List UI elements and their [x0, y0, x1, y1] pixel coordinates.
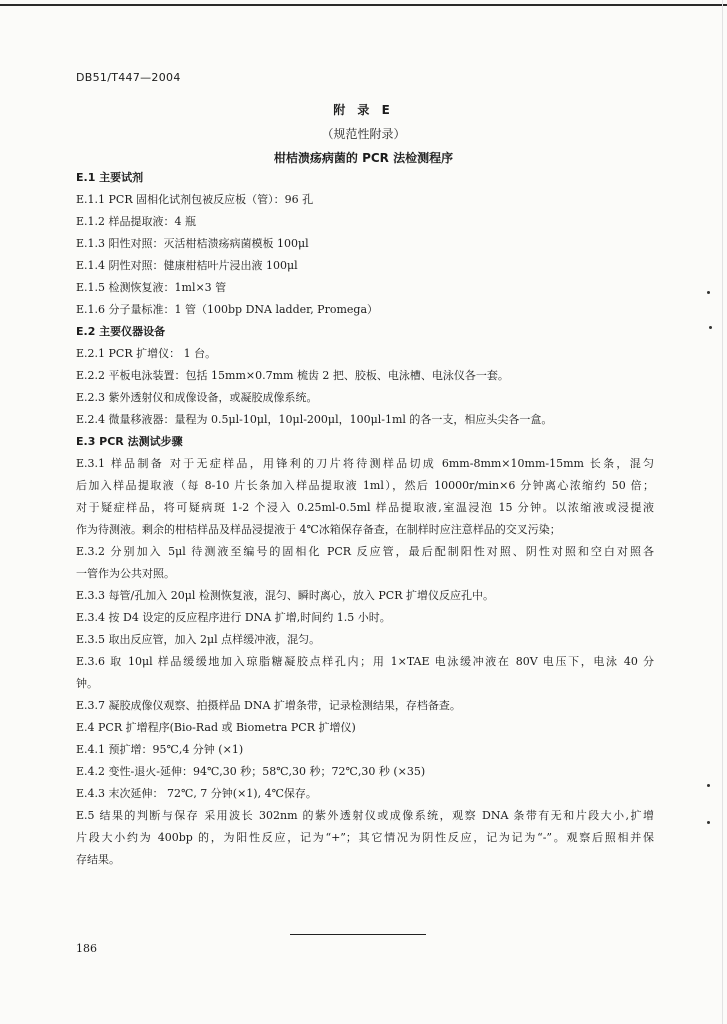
appendix-subtitle: （规范性附录）	[321, 127, 406, 141]
body-line: 存结果。	[76, 853, 120, 866]
body-line: E.1.3 阳性对照：灭活柑桔溃疡病菌模板 100μl	[76, 237, 309, 250]
body-line: 钟。	[76, 677, 98, 690]
section-heading: E.3 PCR 法测试步骤	[76, 435, 183, 448]
body-line: E.4 PCR 扩增程序(Bio-Rad 或 Biometra PCR 扩增仪)	[76, 721, 356, 734]
body-line: E.2.4 微量移液器：量程为 0.5μl-10μl，10μl-200μl，100μl-1ml 的各一支，相应头尖各一盒。	[76, 413, 553, 426]
body-line: E.4.1 预扩增：95℃,4 分钟 (×1)	[76, 743, 244, 756]
body-line: E.1.2 样品提取液：4 瓶	[76, 215, 197, 228]
body-line: E.3.6 取 10μl 样品缓缓地加入琼脂糖凝胶点样孔内；用 1×TAE 电泳缓冲液在 80V 电压下，电泳 40 分	[76, 655, 654, 668]
body-line: 后加入样品提取液（每 8-10 片长条加入样品提取液 1ml），然后 10000r/min×6 分钟离心浓缩约 50 倍；	[76, 479, 654, 492]
body-line: E.3.4 按 D4 设定的反应程序进行 DNA 扩增,时间约 1.5 小时。	[76, 611, 391, 624]
section-heading: E.1 主要试剂	[76, 171, 144, 184]
body-line: E.1.4 阴性对照：健康柑桔叶片浸出液 100μl	[76, 259, 298, 272]
body-line: E.1.1 PCR 固相化试剂包被反应板（管）：96 孔	[76, 193, 314, 206]
scan-speck	[707, 291, 710, 294]
body-line: 作为待测液。剩余的柑桔样品及样品浸提液于 4℃冰箱保存备查，在制样时应注意样品的交叉污染；	[76, 523, 561, 536]
body-line: E.3.3 每管/孔加入 20μl 检测恢复液，混匀、瞬时离心，放入 PCR 扩增仪反应孔中。	[76, 589, 494, 602]
scan-speck	[707, 821, 710, 824]
body-line: E.5 结果的判断与保存 采用波长 302nm 的紫外透射仪或成像系统，观察 DNA 条带有无和片段大小,扩增	[76, 809, 654, 822]
body-line: 对于疑症样品，将可疑病斑 1-2 个浸入 0.25ml-0.5ml 样品提取液,室温浸泡 15 分钟。以浓缩液或浸提液	[76, 501, 654, 514]
body-line: 一管作为公共对照。	[76, 567, 175, 580]
body-line: E.1.6 分子量标准：1 管（100bp DNA ladder, Promega）	[76, 303, 379, 316]
scan-speck	[707, 784, 710, 787]
page-number: 186	[76, 942, 97, 955]
standard-number: DB51/T447—2004	[76, 71, 181, 84]
body-line: E.3.1 样品制备 对于无症样品，用锋利的刀片将待测样品切成 6mm-8mm×10mm-15mm 长条，混匀	[76, 457, 654, 470]
body-line: 片段大小约为 400bp 的，为阳性反应，记为“+”；其它情况为阴性反应，记为记为“-”。观察后照相并保	[76, 831, 654, 844]
top-rule	[0, 4, 727, 6]
body-line: E.3.2 分别加入 5μl 待测液至编号的固相化 PCR 反应管，最后配制阳性对照、阴性对照和空白对照各	[76, 545, 654, 558]
body-line: E.4.2 变性-退火-延伸：94℃,30 秒；58℃,30 秒；72℃,30 秒 (×35)	[76, 765, 426, 778]
section-heading: E.2 主要仪器设备	[76, 325, 166, 338]
footer-rule	[290, 934, 426, 935]
body-line: E.2.3 紫外透射仪和成像设备，或凝胶成像系统。	[76, 391, 318, 404]
scan-speck	[709, 326, 712, 329]
body-line: E.2.2 平板电泳装置：包括 15mm×0.7mm 梳齿 2 把、胶板、电泳槽、电泳仪各一套。	[76, 369, 509, 382]
body-line: E.3.5 取出反应管，加入 2μl 点样缓冲液，混匀。	[76, 633, 321, 646]
appendix-title: 附 录 E	[333, 103, 394, 117]
body-line: E.4.3 末次延伸： 72℃, 7 分钟(×1), 4℃保存。	[76, 787, 317, 800]
body-line: E.1.5 检测恢复液：1ml×3 管	[76, 281, 227, 294]
body-line: E.2.1 PCR 扩增仪： 1 台。	[76, 347, 217, 360]
body-text	[76, 167, 654, 871]
body-line: E.3.7 凝胶成像仪观察、拍摄样品 DNA 扩增条带，记录检测结果，存档备查。	[76, 699, 461, 712]
document-title: 柑桔溃疡病菌的 PCR 法检测程序	[273, 151, 454, 165]
